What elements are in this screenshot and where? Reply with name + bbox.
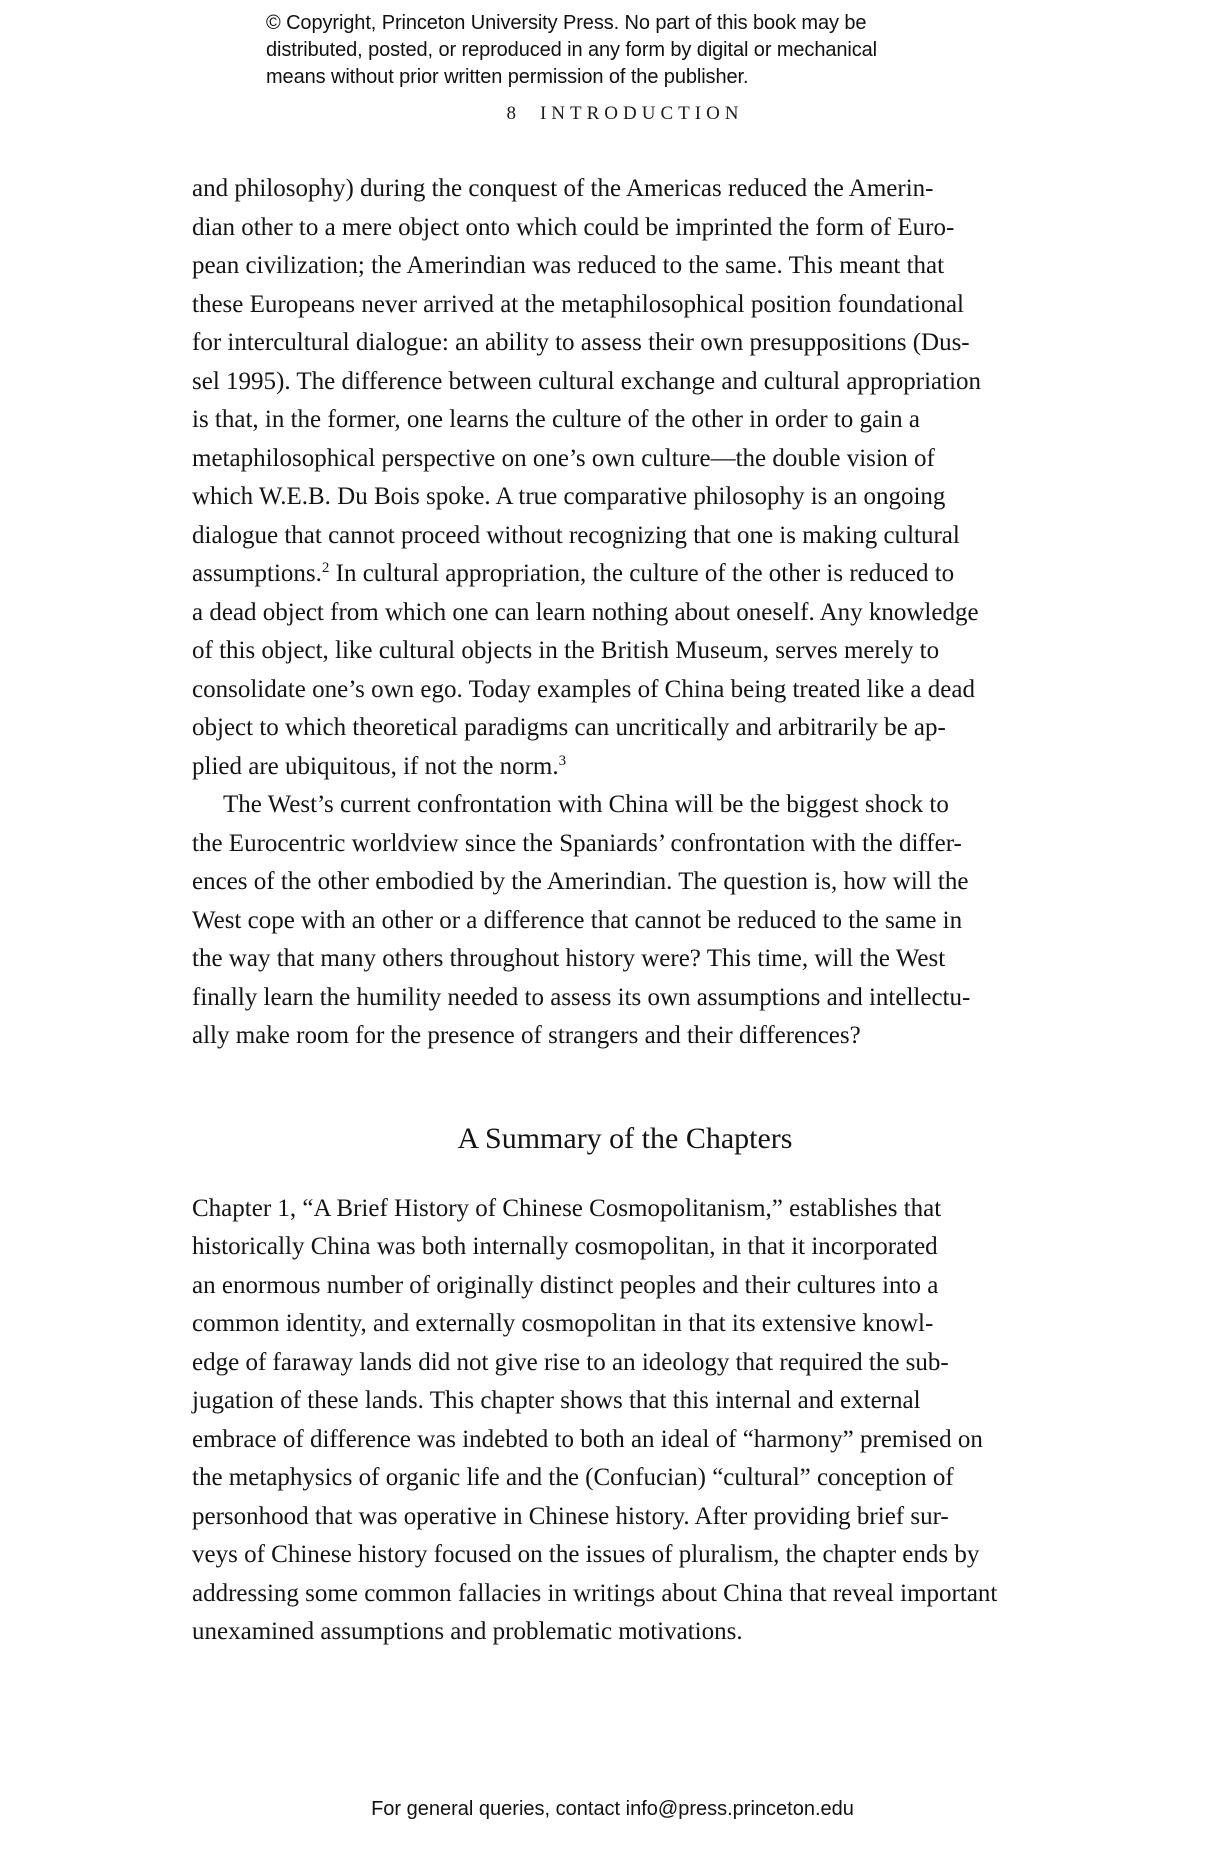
footnote-marker: 3	[558, 752, 567, 769]
paragraph	[192, 170, 1058, 786]
text-line: metaphilosophical perspective on one’s own culture—the double vision of	[192, 444, 935, 472]
text-line: ally make room for the presence of strangers and their differences?	[192, 1022, 861, 1049]
text-line: common identity, and externally cosmopolitan in that its extensive knowl-	[192, 1310, 934, 1337]
paragraph	[192, 786, 1058, 1056]
text-line: consolidate one’s own ego. Today examples of China being treated like a dead	[192, 675, 975, 703]
copyright-notice	[266, 10, 877, 91]
text-line: jugation of these lands. This chapter shows that this internal and external	[192, 1387, 921, 1414]
section-heading: A Summary of the Chapters	[457, 1121, 793, 1155]
text-line: the metaphysics of organic life and the (Confucian) “cultural” conception of	[192, 1464, 954, 1491]
text-line: West cope with an other or a difference that cannot be reduced to the same in	[192, 906, 963, 934]
copyright-line: © Copyright, Princeton University Press. No part of this book may be	[266, 12, 867, 34]
text-line: dian other to a mere object onto which could be imprinted the form of Euro-	[192, 213, 955, 241]
text-line: the way that many others throughout history were? This time, will the West	[192, 945, 946, 972]
running-title: INTRODUCTION	[539, 103, 744, 124]
text-line: object to which theoretical paradigms can uncritically and arbitrarily be ap-	[192, 714, 946, 741]
text-line: for intercultural dialogue: an ability to assess their own presuppositions (Dus-	[192, 329, 970, 356]
text-line: which W.E.B. Du Bois spoke. A true comparative philosophy is an ongoing	[192, 483, 946, 510]
text-line: a dead object from which one can learn nothing about oneself. Any knowledge	[192, 598, 979, 626]
copyright-line: distributed, posted, or reproduced in any form by digital or mechanical	[266, 39, 878, 61]
text-line: pean civilization; the Amerindian was reduced to the same. This meant that	[192, 252, 945, 279]
text-line: and philosophy) during the conquest of the Americas reduced the Amerin-	[192, 175, 934, 202]
footnote-marker: 2	[321, 560, 330, 576]
page-number: 8	[506, 103, 516, 124]
text-line: sel 1995). The difference between cultural exchange and cultural appropriation	[192, 367, 982, 395]
copyright-line: means without prior written permission of the publisher.	[266, 66, 749, 88]
text-line: these Europeans never arrived at the metaphilosophical position foundational	[192, 290, 964, 318]
text-line: finally learn the humility needed to assess its own assumptions and intellectu-	[192, 983, 971, 1011]
body-text	[192, 170, 1058, 1652]
text-line: personhood that was operative in Chinese history. After providing brief sur-	[192, 1502, 949, 1530]
text-line: assumptions.$^2$ In cultural appropriation, the culture of the other is reduced to	[192, 560, 955, 587]
text-line: edge of faraway lands did not give rise to an ideology that required the sub-	[192, 1348, 949, 1376]
footer-text: For general queries, contact info@press.princeton.edu	[371, 1798, 854, 1820]
text-line: plied are ubiquitous, if not the norm.$^3$	[192, 752, 567, 780]
running-header	[192, 103, 1058, 125]
text-line: ences of the other embodied by the Amerindian. The question is, how will the	[192, 868, 969, 895]
text-line: is that, in the former, one learns the culture of the other in order to gain a	[192, 406, 920, 433]
text-line: of this object, like cultural objects in the British Museum, serves merely to	[192, 637, 940, 664]
text-line: the Eurocentric worldview since the Spaniards’ confrontation with the differ-	[192, 829, 962, 857]
text-line: historically China was both internally cosmopolitan, in that it incorporated	[192, 1233, 938, 1260]
paragraph	[192, 1190, 1058, 1652]
text-line: an enormous number of originally distinct peoples and their cultures into a	[192, 1271, 939, 1299]
text-line: addressing some common fallacies in writings about China that reveal important	[192, 1579, 998, 1607]
text-line: unexamined assumptions and problematic motivations.	[192, 1618, 743, 1645]
text-line: dialogue that cannot proceed without recognizing that one is making cultural	[192, 521, 960, 549]
text-line: The West’s current confrontation with China will be the biggest shock to	[223, 791, 949, 818]
text-line: veys of Chinese history focused on the issues of pluralism, the chapter ends by	[192, 1541, 980, 1568]
text-line: Chapter 1, “A Brief History of Chinese Cosmopolitanism,” establishes that	[192, 1194, 942, 1222]
text-line: embrace of difference was indebted to both an ideal of “harmony” premised on	[192, 1425, 983, 1453]
